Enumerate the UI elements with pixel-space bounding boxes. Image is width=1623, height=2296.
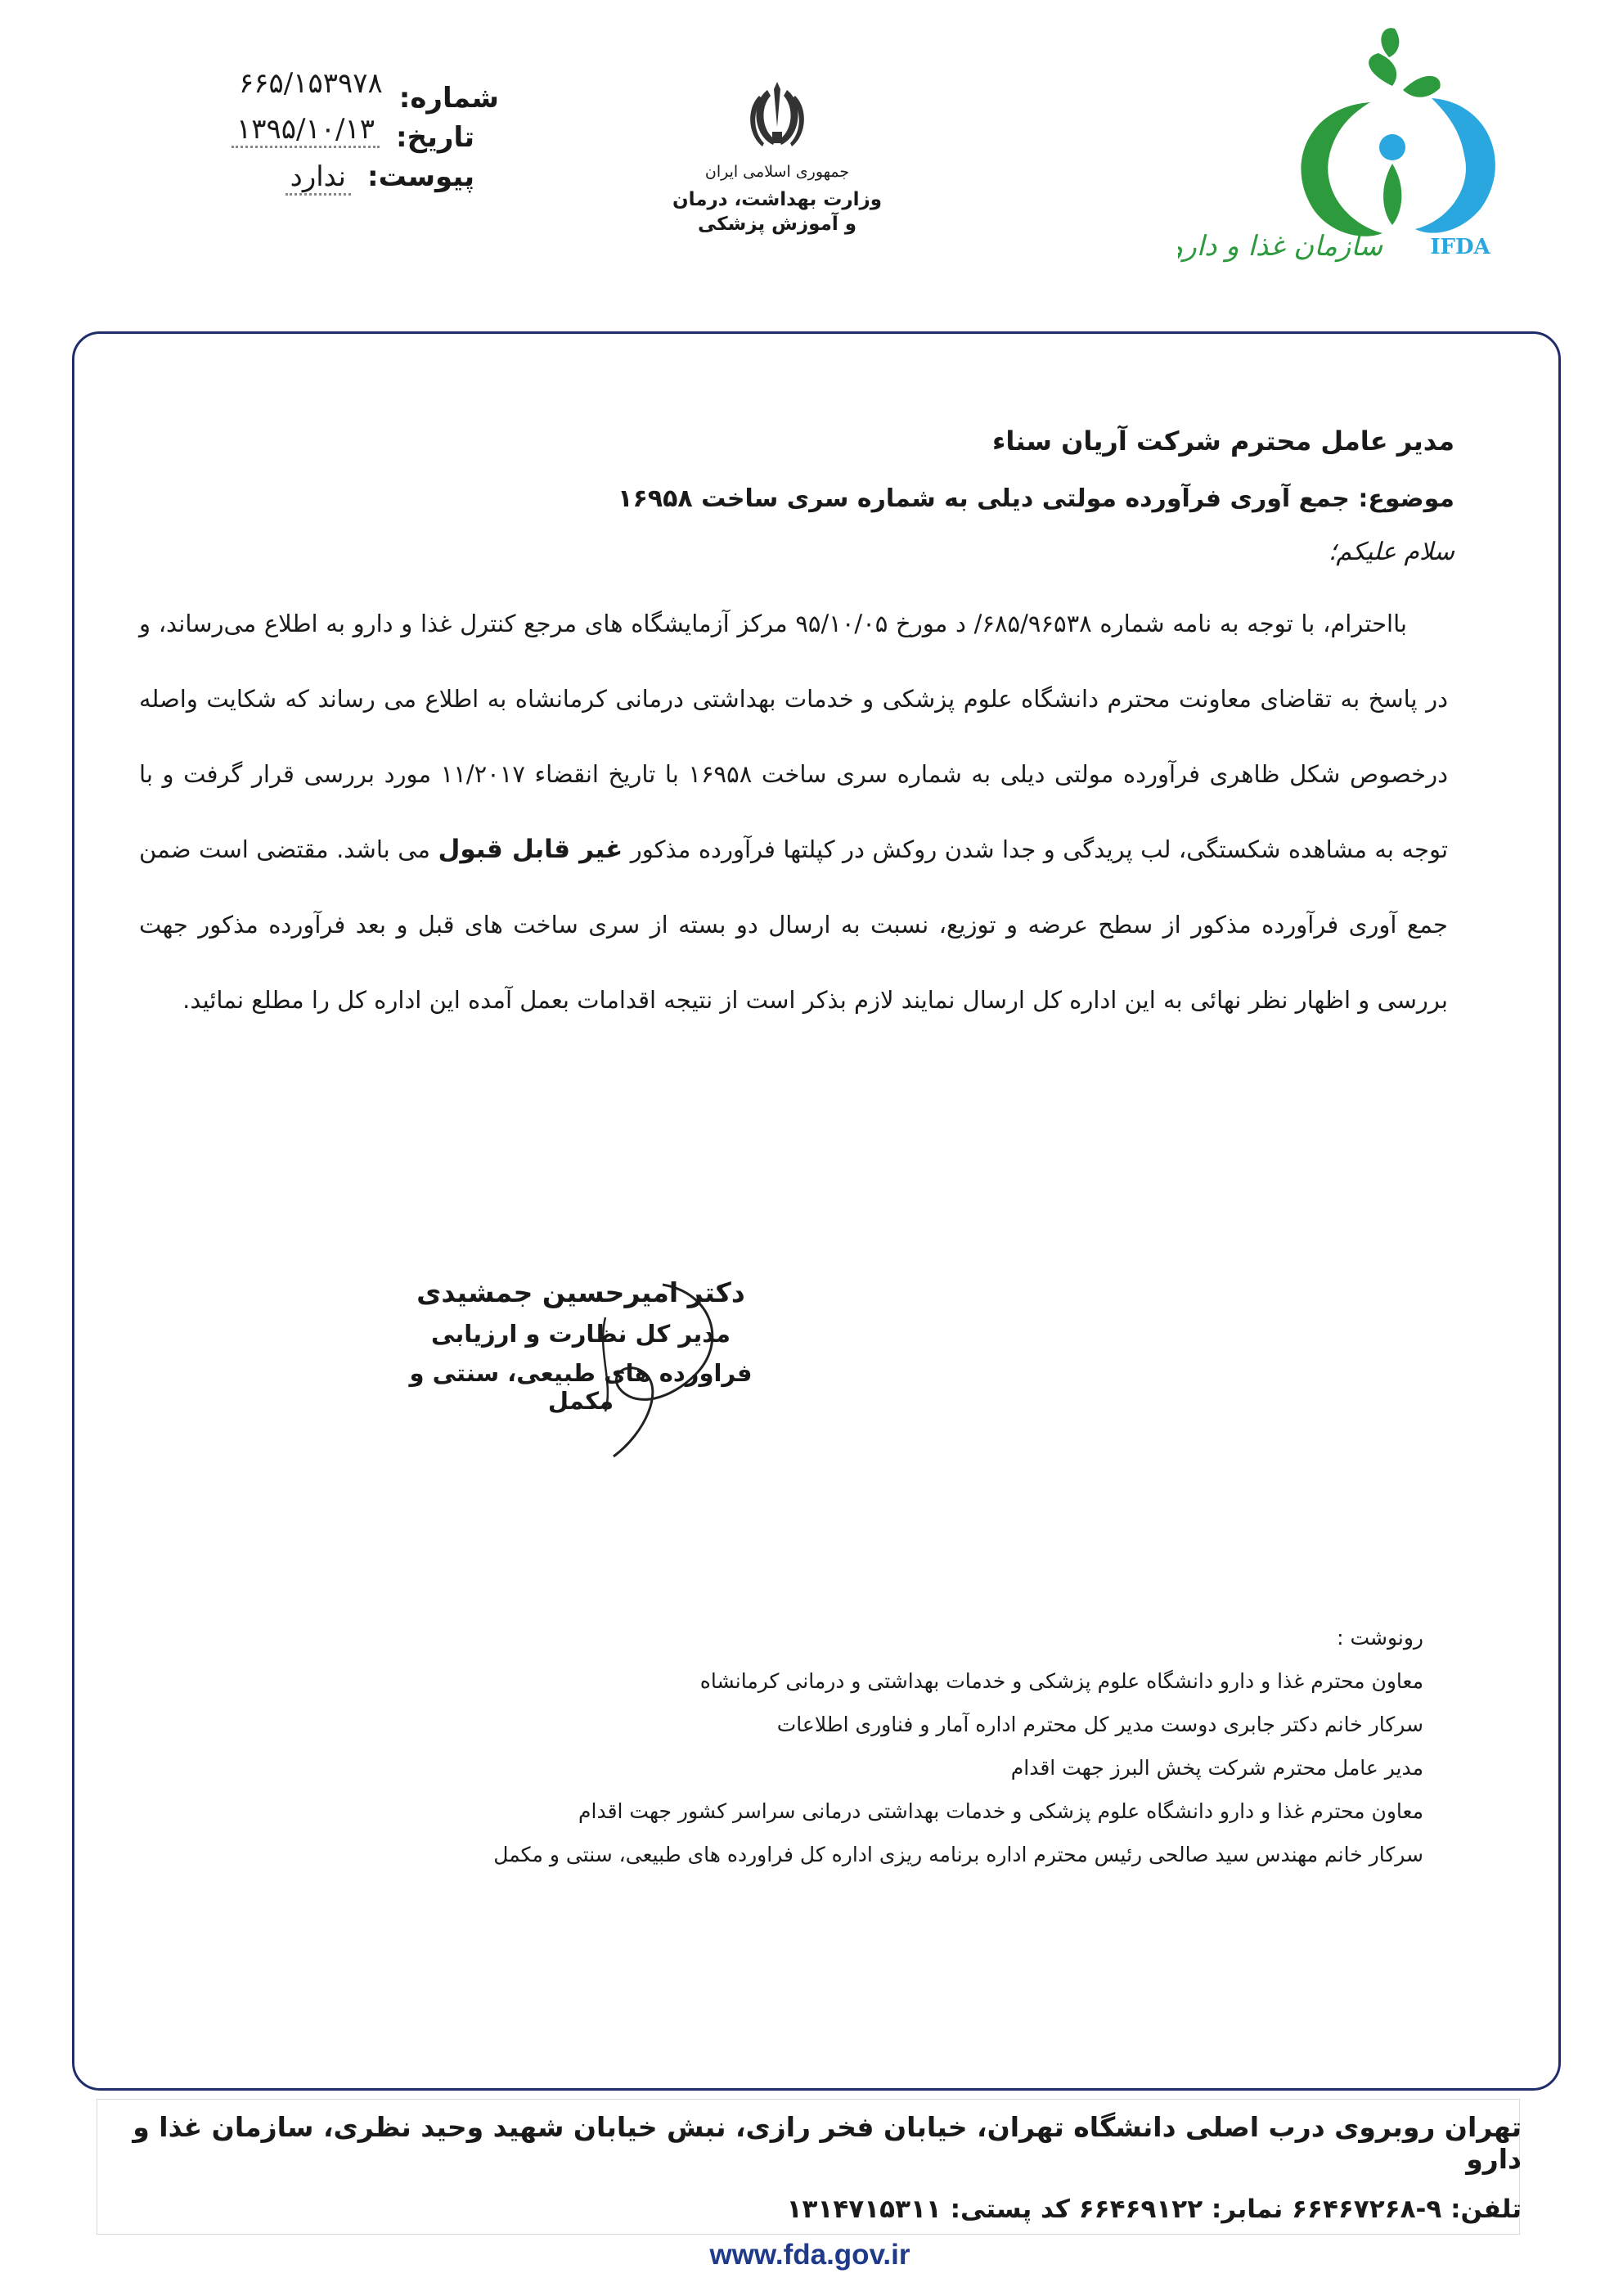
subject: موضوع: جمع آوری فرآورده مولتی دیلی به شماره سری ساخت ۱۶۹۵۸ xyxy=(618,484,1454,513)
letter-meta xyxy=(164,67,499,200)
emblem-ministry-1: وزارت بهداشت، درمان xyxy=(672,189,883,210)
cc-item: معاون محترم غذا و دارو دانشگاه علوم پزشکی و خدمات بهداشتی و درمانی کرمانشاه xyxy=(699,1669,1423,1693)
body-part-1: بااحترام، با توجه به نامه شماره ۶۸۵/۹۶۵۳۸/ د مورخ ۹۵/۱۰/۰۵ مرکز آزمایشگاه های مرجع کنترل غذا و دارو به اطلاع می‌رساند، و در پاسخ به تقاضای معاونت محترم دانشگاه علوم پزشکی و خدمات بهداشتی درمانی کرمانشاه به اطلاع می رساند که شکایت واصله درخصوص شکل ظاهری فرآورده مولتی دیلی به شماره سری ساخت ۱۶۹۵۸ با تاریخ انقضاء ۱۱/۲۰۱۷ مورد بررسی قرار گرفت و با توجه به مشاهده شکستگی، لب پریدگی و جدا شدن روکش در کپلتها فرآورده مذکور xyxy=(139,610,1449,863)
greeting: سلام علیکم؛ xyxy=(1328,538,1454,566)
number-label: شماره: xyxy=(398,82,499,115)
letter-body xyxy=(139,586,1448,1038)
cc-item: سرکار خانم مهندس سید صالحی رئیس محترم اداره برنامه ریزی اداره کل فراورده های طبیعی، سنتی و مکمل xyxy=(493,1843,1423,1866)
footer-contact: تلفن: ۹-۶۶۴۶۷۲۶۸ نمابر: ۶۶۴۶۹۱۲۲ کد پستی: ۱۳۱۴۷۱۵۳۱۱ xyxy=(786,2195,1522,2224)
cc-item: مدیر عامل محترم شرکت پخش البرز جهت اقدام xyxy=(1010,1756,1423,1780)
cc-item: معاون محترم غذا و دارو دانشگاه علوم پزشکی و خدمات بهداشتی درمانی سراسر کشور جهت اقدام xyxy=(578,1799,1423,1823)
body-part-2: می باشد. مقتضی است ضمن جمع آوری فرآورده مذکور از سطح عرضه و توزیع، نسبت به ارسال دو بسته از سری ساخت های قبل و بعد فرآورده مذکور جهت بررسی و اظهار نظر نهائی به این اداره کل ارسال نمایند لازم بذکر است از نتیجه اقدامات بعمل آمده این اداره کل را مطلع نمائید. xyxy=(139,835,1448,1014)
ifda-logo-graphic xyxy=(1178,25,1522,270)
footer xyxy=(98,2111,1522,2271)
date-label: تاریخ: xyxy=(396,121,474,154)
footer-address: تهران روبروی درب اصلی دانشگاه تهران، خیابان فخر رازی، نبش خیابان شهید وحید نظری، سازمان غذا و دارو xyxy=(133,2111,1522,2175)
signer-title-1: مدیر کل نظارت و ارزیابی xyxy=(431,1320,731,1348)
ministry-emblem xyxy=(622,78,933,235)
number-value: ۶۶۵/۱۵۳۹۷۸ xyxy=(238,67,383,100)
signer-title-2: فراورده های طبیعی، سنتی و مکمل xyxy=(409,1359,753,1415)
iran-emblem-icon xyxy=(744,78,810,151)
logo-text-fa: سازمان غذا و دارو xyxy=(1178,230,1383,263)
cc-title: رونوشت : xyxy=(1337,1626,1423,1650)
cc-item: سرکار خانم دکتر جابری دوست مدیر کل محترم اداره آمار و فناوری اطلاعات xyxy=(776,1713,1423,1736)
emblem-country: جمهوری اسلامی ایران xyxy=(704,163,850,181)
footer-website-link[interactable]: www.fda.gov.ir xyxy=(709,2239,910,2271)
body-emphasis: غیر قابل قبول xyxy=(438,835,623,864)
letter-content xyxy=(139,425,1454,1038)
ifda-logo xyxy=(1178,25,1522,270)
meta-attachment-row xyxy=(164,160,474,200)
emblem-ministry-2: و آموزش پزشکی xyxy=(697,214,857,235)
logo-text-en: IFDA xyxy=(1430,235,1490,259)
signer-name: دکتر امیرحسین جمشیدی xyxy=(416,1276,745,1308)
attachment-label: پیوست: xyxy=(367,160,474,193)
meta-date-row xyxy=(164,113,474,160)
attachment-value: ندارد xyxy=(285,160,351,196)
date-value: ۱۳۹۵/۱۰/۱۳ xyxy=(232,113,380,148)
signature-block xyxy=(401,1268,761,1473)
recipient: مدیر عامل محترم شرکت آریان سناء xyxy=(992,425,1454,457)
cc-list xyxy=(393,1616,1423,1876)
